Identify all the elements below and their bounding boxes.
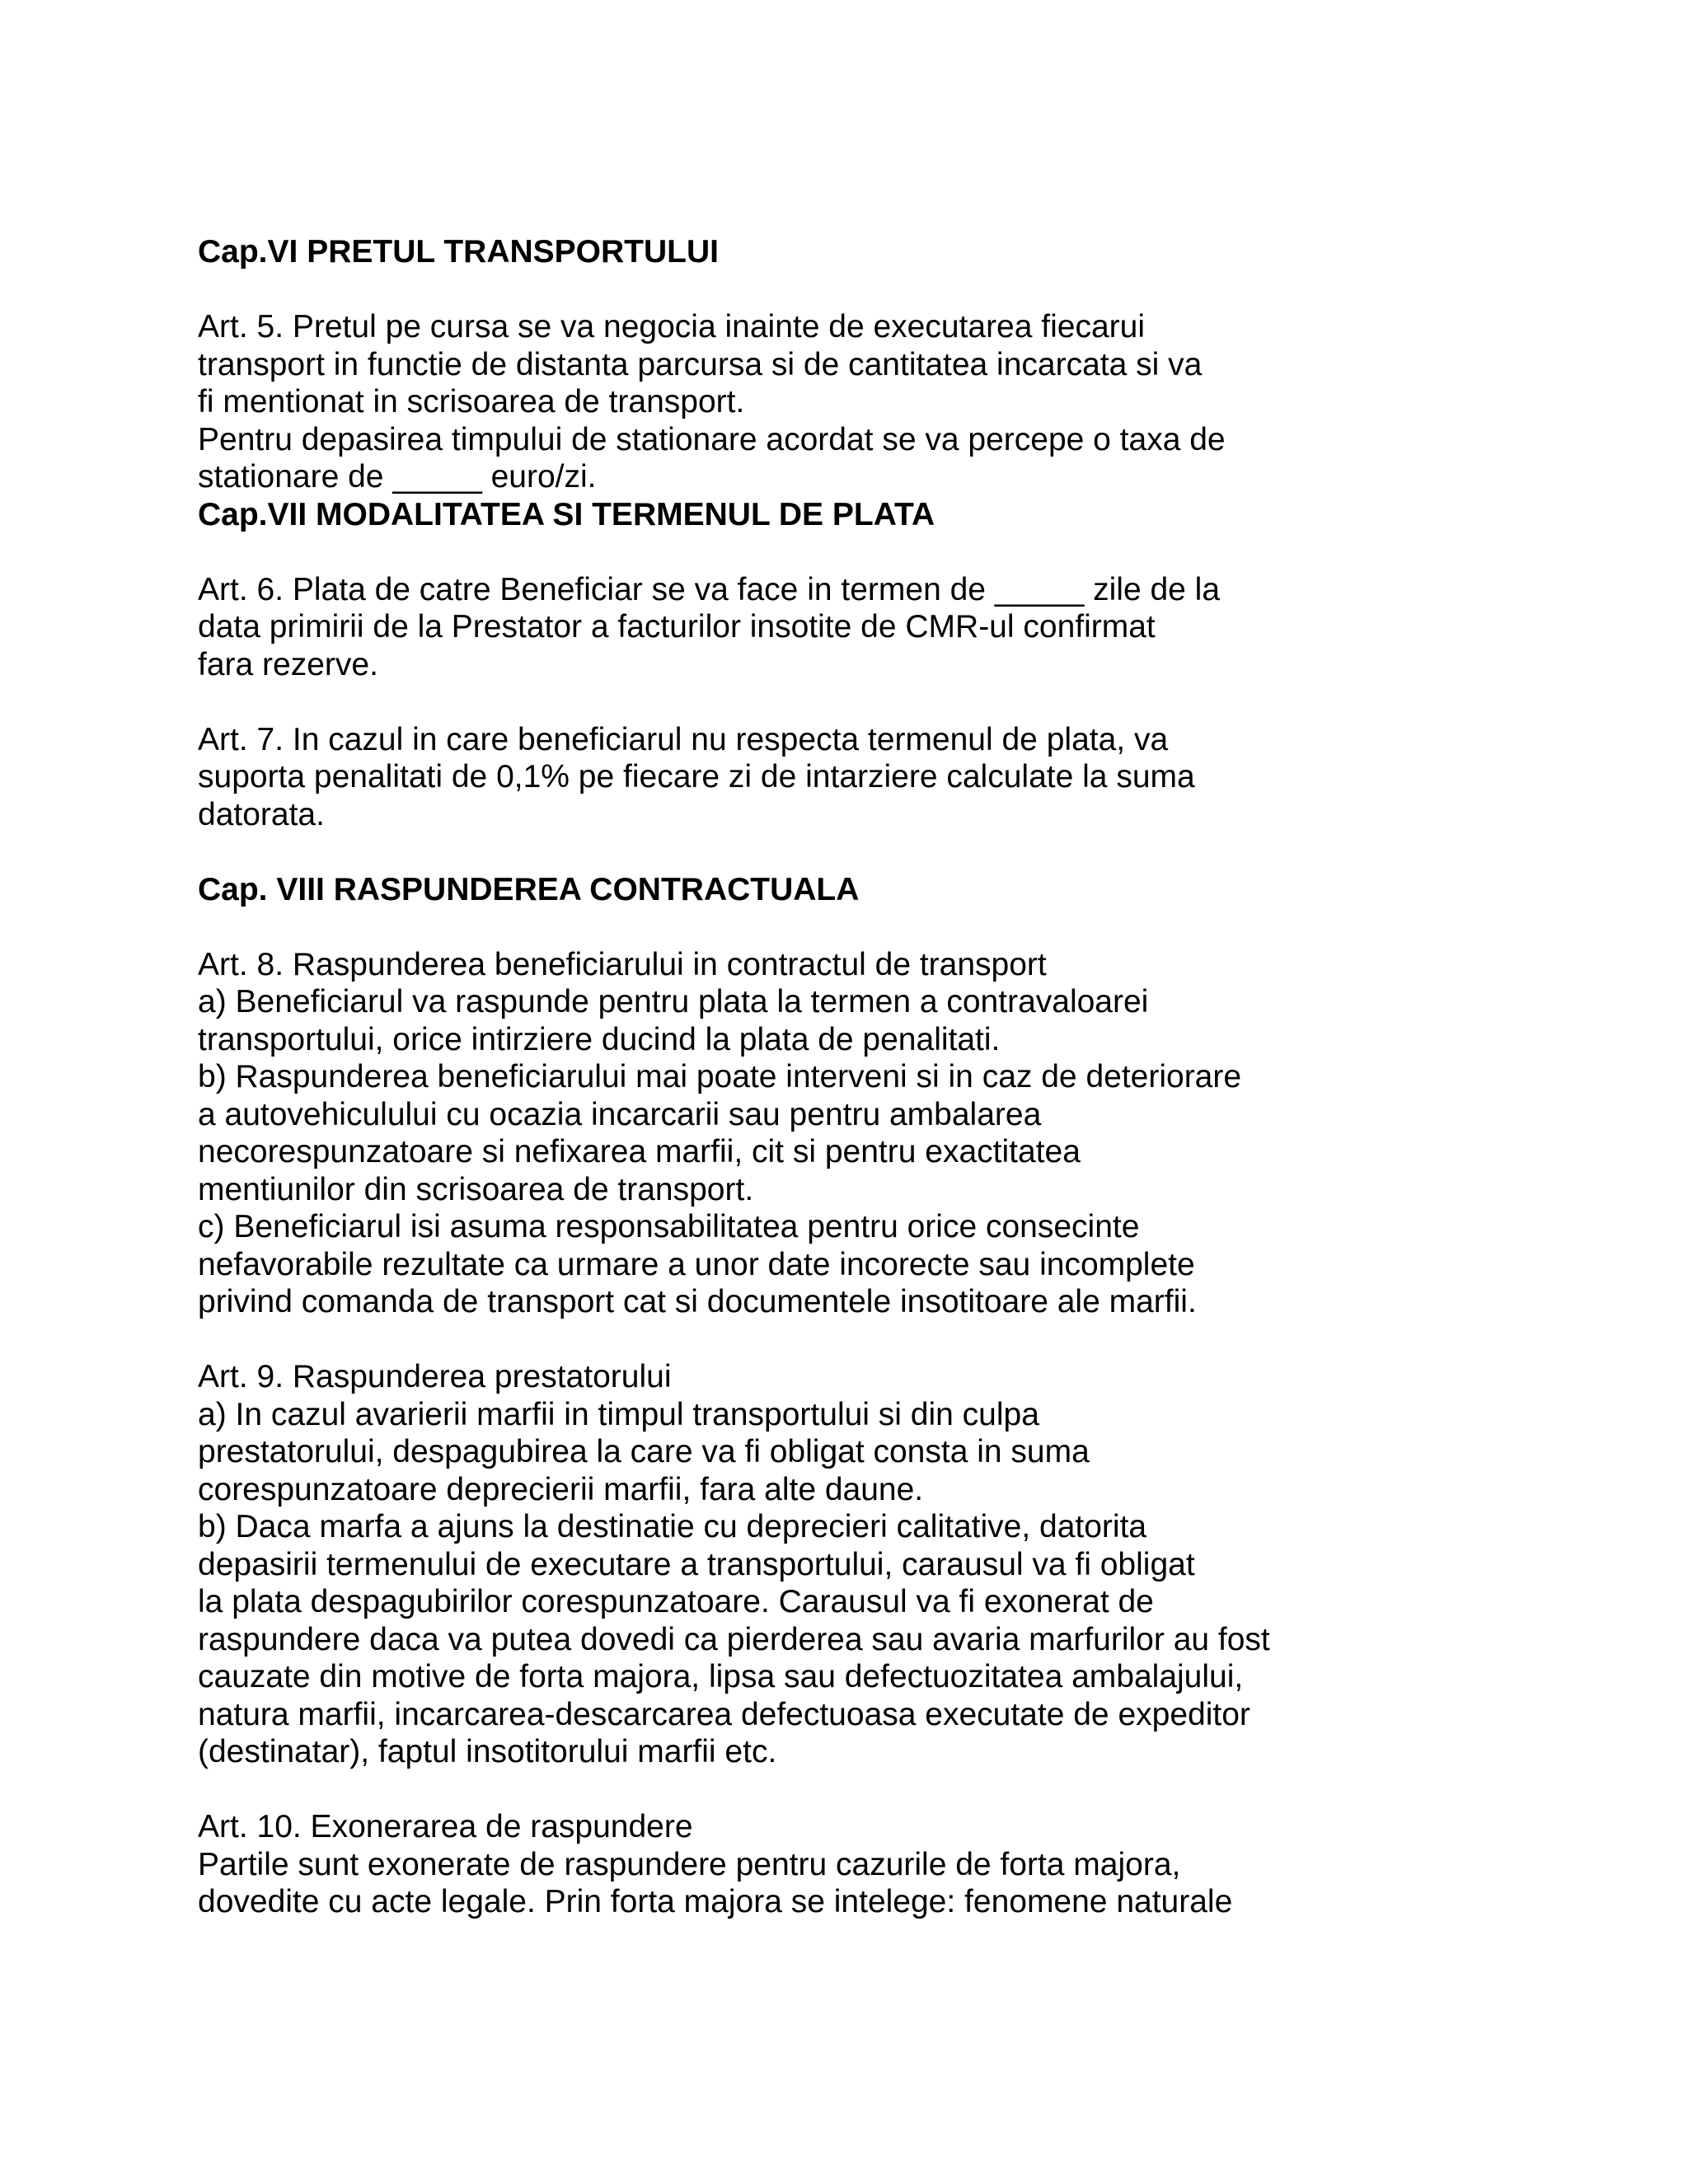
spacer [198,1321,1599,1359]
text-line: la plata despagubirilor corespunzatoare. Carausul va fi exonerat de [198,1584,1154,1619]
text-line: cauzate din motive de forta majora, lipsa sau defectuozitatea ambalajului, [198,1659,1244,1694]
text-line: prestatorului, despagubirea la care va fi obligat consta in suma [198,1434,1090,1469]
chapter-7-heading: Cap.VII MODALITATEA SI TERMENUL DE PLATA [198,496,935,532]
text-line: transportului, orice intirziere ducind la plata de penalitati. [198,1021,1001,1057]
text-line: Partile sunt exonerate de raspundere pentru cazurile de forta majora, [198,1846,1181,1882]
spacer [198,533,1599,571]
text-line: fara rezerve. [198,646,378,682]
spacer [198,833,1599,871]
text-line: a) In cazul avarierii marfii in timpul transportului si din culpa [198,1396,1039,1432]
chapter-8-heading: Cap. VIII RASPUNDEREA CONTRACTUALA [198,871,860,907]
article-8 [198,946,1599,1321]
text-line: fi mentionat in scrisoarea de transport. [198,384,745,419]
text-line: Art. 5. Pretul pe cursa se va negocia inainte de executarea fiecarui [198,309,1145,344]
text-line: b) Raspunderea beneficiarului mai poate interveni si in caz de deteriorare [198,1059,1242,1094]
text-line: raspundere daca va putea dovedi ca pierderea sau avaria marfurilor au fost [198,1621,1270,1657]
text-line: dovedite cu acte legale. Prin forta majora se intelege: fenomene naturale [198,1884,1233,1919]
spacer [198,271,1599,309]
text-line: natura marfii, incarcarea-descarcarea defectuoasa executate de expeditor [198,1696,1250,1732]
text-line: data primirii de la Prestator a facturilor insotite de CMR-ul confirmat [198,609,1156,644]
article-7 [198,721,1599,834]
text-line: Art. 10. Exonerarea de raspundere [198,1809,693,1844]
text-line: Pentru depasirea timpului de stationare acordat se va percepe o taxa de [198,421,1226,457]
text-line: a) Beneficiarul va raspunde pentru plata la termen a contravaloarei [198,984,1149,1019]
text-line: corespunzatoare deprecierii marfii, fara alte daune. [198,1471,924,1507]
text-line: privind comanda de transport cat si documentele insotitoare ale marfii. [198,1284,1197,1319]
spacer [198,683,1599,721]
text-line: Art. 8. Raspunderea beneficiarului in contractul de transport [198,946,1047,982]
text-line: b) Daca marfa a ajuns la destinatie cu deprecieri calitative, datorita [198,1509,1147,1544]
text-line: transport in functie de distanta parcursa si de cantitatea incarcata si va [198,346,1203,382]
text-line: a autovehiculului cu ocazia incarcarii sau pentru ambalarea [198,1096,1042,1132]
text-line: Art. 6. Plata de catre Beneficiar se va face in termen de _____ zile de la [198,571,1221,607]
text-line: depasirii termenului de executare a transportului, carausul va fi obligat [198,1546,1195,1582]
chapter-6-heading: Cap.VI PRETUL TRANSPORTULUI [198,234,719,269]
article-9 [198,1358,1599,1771]
article-5 [198,308,1599,496]
article-6 [198,571,1599,684]
text-line: suporta penalitati de 0,1% pe fiecare zi de intarziere calculate la suma [198,759,1195,794]
spacer [198,1771,1599,1809]
text-line: Art. 7. In cazul in care beneficiarul nu respecta termenul de plata, va [198,721,1169,757]
text-line: Art. 9. Raspunderea prestatorului [198,1359,672,1394]
document-body [198,233,1599,1921]
text-line: c) Beneficiarul isi asuma responsabilitatea pentru orice consecinte [198,1209,1140,1244]
text-line: necorespunzatoare si nefixarea marfii, cit si pentru exactitatea [198,1134,1081,1169]
spacer [198,908,1599,946]
article-10 [198,1808,1599,1921]
text-line: mentiunilor din scrisoarea de transport. [198,1171,754,1207]
text-line: stationare de _____ euro/zi. [198,459,597,494]
text-line: nefavorabile rezultate ca urmare a unor date incorecte sau incomplete [198,1246,1195,1282]
text-line: datorata. [198,796,325,832]
text-line: (destinatar), faptul insotitorului marfii etc. [198,1734,777,1769]
